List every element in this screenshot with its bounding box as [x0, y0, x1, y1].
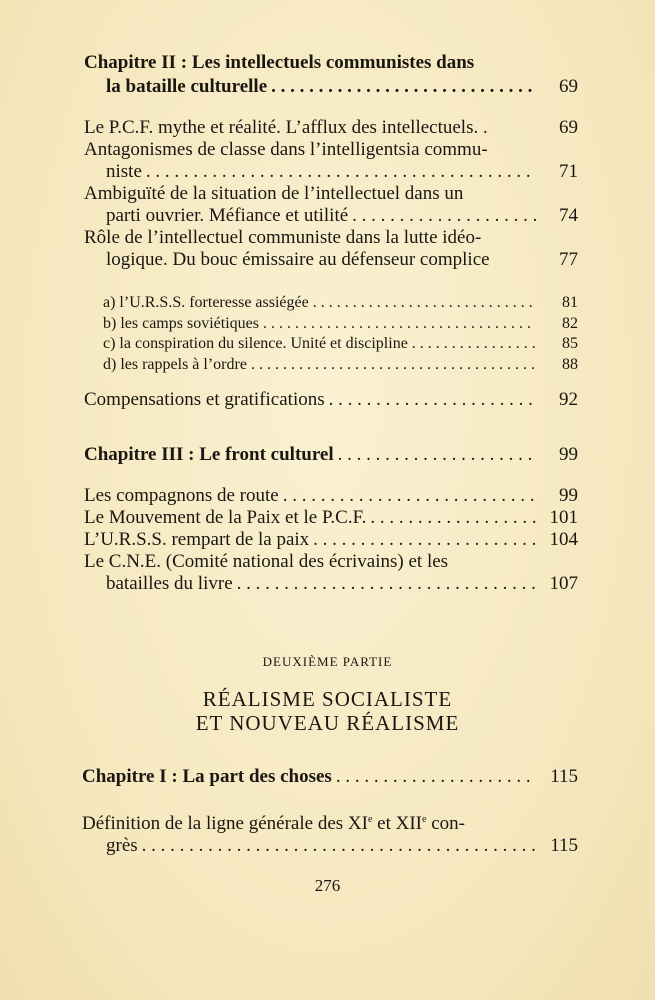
- leader-dots: [336, 766, 536, 788]
- page-ref: 85: [562, 335, 578, 352]
- leader-dots: [313, 529, 536, 551]
- toc-entry-text: Le C.N.E. (Comité national des écrivains) et les: [84, 551, 449, 572]
- page-ref: 81: [562, 294, 578, 311]
- leader-dots: [146, 161, 536, 183]
- page-ref: 99: [559, 444, 578, 465]
- part-title-line1: RÉALISME SOCIALISTE: [202, 687, 453, 711]
- toc-entry: [84, 117, 578, 139]
- toc-subentry: [103, 354, 578, 376]
- page-ref: 71: [559, 161, 578, 182]
- part-label: DEUXIÈME PARTIE: [262, 654, 393, 669]
- leader-dots: [271, 76, 536, 98]
- page-ref: 82: [562, 315, 578, 332]
- toc-entry-text: Rôle de l’intellectuel communiste dans la lutte idéo-: [84, 227, 482, 248]
- toc-entry-text: Le Mouvement de la Paix et le P.C.F.: [84, 507, 367, 528]
- toc-entry-line1: [82, 813, 578, 835]
- toc-entry: [84, 485, 578, 507]
- toc-subentry-text: d) les rappels à l’ordre: [103, 356, 247, 373]
- leader-dots: [237, 573, 536, 595]
- toc-subentry: [103, 292, 578, 314]
- page-ref: 99: [559, 485, 578, 506]
- page-ref: 92: [559, 389, 578, 410]
- page-ref: 69: [559, 76, 578, 97]
- toc-entry-text: L’U.R.S.S. rempart de la paix: [84, 529, 310, 550]
- toc-entry: [84, 507, 578, 529]
- page-ref: 101: [549, 507, 578, 528]
- toc-entry-text-cont: grès: [106, 835, 138, 856]
- page-ref: 115: [550, 835, 578, 856]
- toc-entry-line1: [84, 551, 578, 573]
- chapter-3-title-text: Chapitre III : Le front culturel: [84, 444, 334, 465]
- leader-dots: [338, 444, 536, 466]
- chapter-1-title: [82, 766, 578, 788]
- chapter-1-title-text: Chapitre I : La part des choses: [82, 766, 332, 787]
- page-number: 276: [314, 876, 341, 895]
- toc-entry-line1: [84, 139, 578, 161]
- toc-entry-text: con-: [426, 813, 465, 834]
- toc-entry-text: Les compagnons de route: [84, 485, 279, 506]
- page-ref: 77: [559, 249, 578, 270]
- toc-subentry: [103, 333, 578, 355]
- toc-entry-text-cont: logique. Du bouc émissaire au défenseur complice: [106, 249, 490, 270]
- part-title-line2: ET NOUVEAU RÉALISME: [195, 711, 460, 735]
- page-ref: 107: [549, 573, 578, 594]
- page-ref: 104: [549, 529, 578, 550]
- leader-dots: [313, 292, 536, 314]
- toc-entry: [84, 389, 578, 411]
- leader-dots: [329, 389, 536, 411]
- toc-subentry-text: a) l’U.R.S.S. forteresse assiégée: [103, 294, 309, 311]
- chapter-2-title-line1: [84, 52, 578, 74]
- toc-entry-line2: [106, 249, 578, 271]
- toc-entry-text: Compensations et gratifications: [84, 389, 325, 410]
- toc-entry-text: Le P.C.F. mythe et réalité. L’afflux des intellectuels. .: [84, 117, 488, 138]
- toc-subentry-text: c) la conspiration du silence. Unité et discipline: [103, 335, 408, 352]
- toc-entry-text: Définition de la ligne générale des XI: [82, 813, 368, 834]
- toc-subentry: [103, 313, 578, 335]
- leader-dots: [283, 485, 536, 507]
- toc-entry-line2: [106, 161, 578, 183]
- toc-entry-line1: [84, 183, 578, 205]
- leader-dots: [142, 835, 536, 857]
- leader-dots: [251, 354, 536, 376]
- toc-entry: [84, 529, 578, 551]
- toc-entry-line2: [106, 573, 578, 595]
- superscript: e: [422, 814, 427, 825]
- toc-entry-text: Antagonismes de classe dans l’intelligentsia commu-: [84, 139, 488, 160]
- toc-entry-text-cont: batailles du livre: [106, 573, 233, 594]
- toc-entry-text: et XII: [372, 813, 422, 834]
- chapter-2-title-line2: [106, 76, 578, 98]
- toc-entry-text-cont: niste: [106, 161, 142, 182]
- superscript: e: [367, 814, 373, 825]
- leader-dots: [412, 333, 536, 355]
- toc-entry-line2: [106, 835, 578, 857]
- chapter-3-title: [84, 444, 578, 466]
- leader-dots: [263, 313, 536, 335]
- page-ref: 74: [559, 205, 578, 226]
- toc-entry-text: Ambiguïté de la situation de l’intellectuel dans un: [84, 183, 464, 204]
- page-ref: 69: [559, 117, 578, 138]
- page-ref: 115: [550, 766, 578, 787]
- leader-dots: [352, 205, 536, 227]
- leader-dots: [370, 507, 536, 529]
- toc-subentry-text: b) les camps soviétiques: [103, 315, 259, 332]
- toc-entry-text-cont: parti ouvrier. Méfiance et utilité: [106, 205, 349, 226]
- chapter-2-title-text-cont: la bataille culturelle: [106, 76, 268, 97]
- toc-entry-line1: [84, 227, 578, 249]
- toc-entry-line2: [106, 205, 578, 227]
- chapter-2-title-text: Chapitre II : Les intellectuels communistes dans: [84, 52, 475, 73]
- page-ref: 88: [562, 356, 578, 373]
